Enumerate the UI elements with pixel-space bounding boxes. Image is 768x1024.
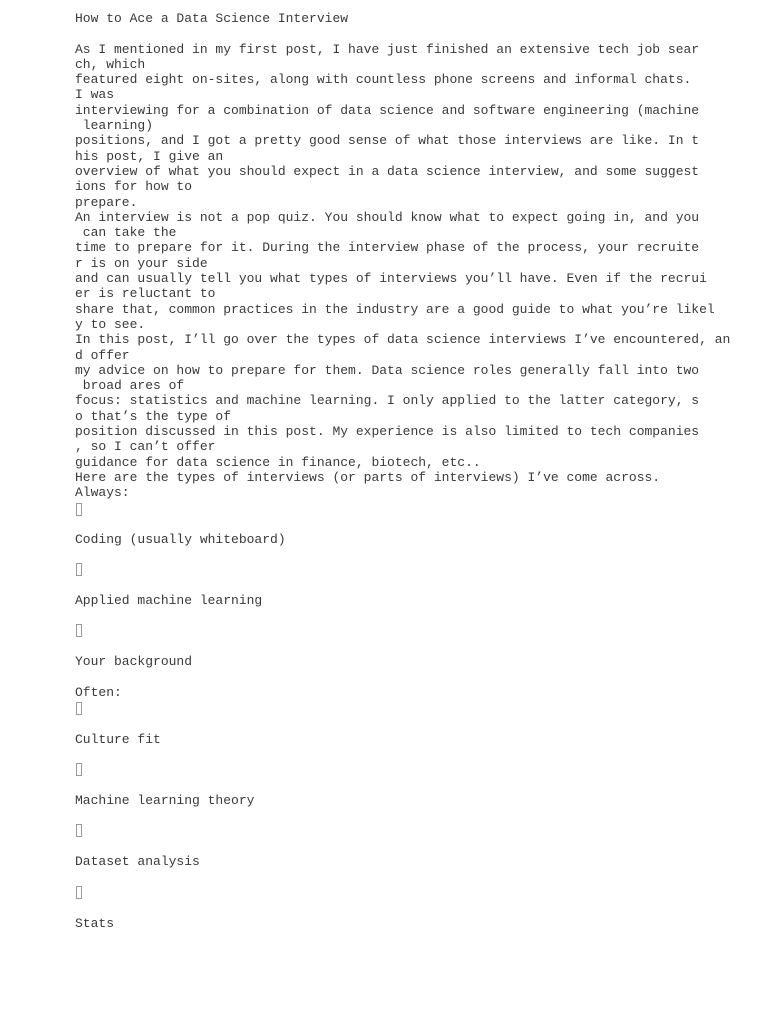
text-line: r is on your side (75, 255, 208, 271)
text-line: share that, common practices in the industry are a good guide to what you’re likel (75, 301, 715, 317)
document-page (75, 11, 755, 931)
bullet-icon (76, 886, 82, 899)
always-list (75, 503, 755, 670)
text-line: broad ares of (75, 378, 185, 394)
text-line: focus: statistics and machine learning. I only applied to the latter category, s (75, 393, 700, 409)
text-line: positions, and I got a pretty good sense of what those interviews are like. In t (75, 133, 700, 149)
often-heading: Often: (75, 685, 122, 701)
spacer (75, 669, 755, 685)
text-line: my advice on how to prepare for them. Data science roles generally fall into two (75, 362, 700, 378)
intro-text (75, 42, 755, 501)
spacer (75, 870, 755, 886)
text-line: position discussed in this post. My experience is also limited to tech companies (75, 424, 700, 440)
text-line: d offer (75, 347, 130, 363)
text-line: In this post, I’ll go over the types of data science interviews I’ve encountered, an (75, 332, 731, 348)
text-line: I was (75, 87, 115, 103)
spacer (75, 808, 755, 824)
list-item: Applied machine learning (75, 592, 263, 608)
list-item: Stats (75, 915, 115, 931)
list-item: Dataset analysis (75, 854, 200, 870)
text-line: and can usually tell you what types of interviews you’ll have. Even if the recrui (75, 271, 707, 287)
spacer (75, 837, 755, 854)
spacer (75, 608, 755, 624)
text-line: , so I can’t offer (75, 439, 216, 455)
spacer (75, 26, 755, 41)
spacer (75, 576, 755, 593)
spacer (75, 516, 755, 532)
text-line: er is reluctant to (75, 286, 216, 302)
text-line: featured eight on-sites, along with countless phone screens and informal chats. (75, 72, 692, 88)
text-line: As I mentioned in my first post, I have just finished an extensive tech job sear (75, 41, 700, 57)
text-line: his post, I give an (75, 148, 224, 164)
text-line: guidance for data science in finance, biotech, etc.. (75, 454, 481, 470)
text-line: ions for how to (75, 179, 193, 195)
bullet-icon (76, 763, 82, 776)
text-line: An interview is not a pop quiz. You should know what to expect going in, and you (75, 209, 700, 225)
spacer (75, 747, 755, 763)
bullet-icon (76, 563, 82, 576)
text-line: learning) (75, 118, 154, 134)
spacer (75, 547, 755, 563)
text-line: o that’s the type of (75, 408, 232, 424)
bullet-icon (76, 624, 82, 637)
text-line: interviewing for a combination of data science and software engineering (machine (75, 102, 700, 118)
always-heading: Always: (75, 485, 130, 501)
bullet-icon (76, 824, 82, 837)
text-line: prepare. (75, 194, 138, 210)
spacer (75, 899, 755, 916)
bullet-icon (76, 702, 82, 715)
list-item: Culture fit (75, 731, 161, 747)
list-item: Coding (usually whiteboard) (75, 531, 286, 547)
often-list (75, 702, 755, 931)
text-line: ch, which (75, 56, 146, 72)
text-line: time to prepare for it. During the interview phase of the process, your recruite (75, 240, 700, 256)
list-item: Your background (75, 654, 193, 670)
list-item: Machine learning theory (75, 792, 255, 808)
spacer (75, 637, 755, 654)
text-line: y to see. (75, 316, 146, 332)
text-line: overview of what you should expect in a data science interview, and some suggest (75, 163, 700, 179)
spacer (75, 776, 755, 793)
text-line: Here are the types of interviews (or parts of interviews) I’ve come across. (75, 469, 661, 485)
document-title: How to Ace a Data Science Interview (75, 11, 349, 26)
spacer (75, 715, 755, 732)
bullet-icon (76, 503, 82, 516)
text-line: can take the (75, 225, 177, 241)
